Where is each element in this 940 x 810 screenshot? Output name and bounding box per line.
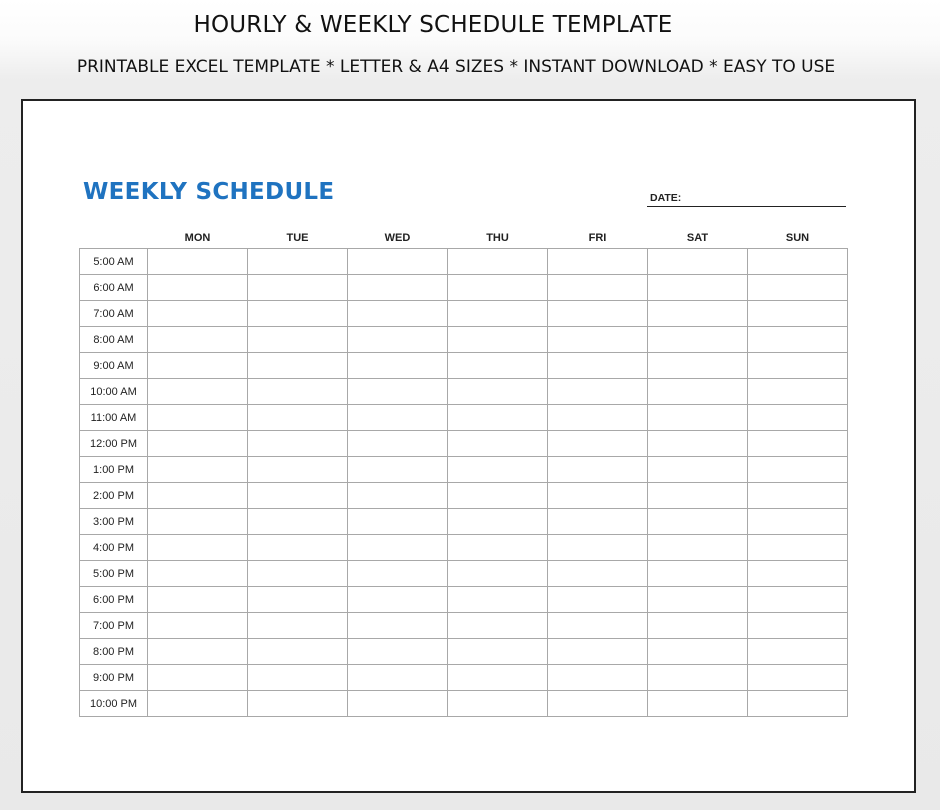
- schedule-cell[interactable]: [748, 613, 848, 639]
- schedule-cell[interactable]: [448, 483, 548, 509]
- schedule-cell[interactable]: [448, 431, 548, 457]
- time-label: 3:00 PM: [80, 509, 148, 535]
- time-label: 2:00 PM: [80, 483, 148, 509]
- schedule-cell[interactable]: [348, 431, 448, 457]
- schedule-cell[interactable]: [748, 691, 848, 717]
- table-row: [80, 509, 848, 535]
- schedule-cell[interactable]: [348, 509, 448, 535]
- time-label: 9:00 AM: [80, 353, 148, 379]
- schedule-cell[interactable]: [248, 249, 348, 275]
- time-label: 7:00 AM: [80, 301, 148, 327]
- schedule-cell[interactable]: [748, 483, 848, 509]
- schedule-cell[interactable]: [748, 561, 848, 587]
- schedule-cell[interactable]: [248, 379, 348, 405]
- table-row: [80, 691, 848, 717]
- table-row: [80, 483, 848, 509]
- schedule-cell[interactable]: [548, 249, 648, 275]
- schedule-cell[interactable]: [148, 431, 248, 457]
- schedule-cell[interactable]: [648, 509, 748, 535]
- time-label: 6:00 AM: [80, 275, 148, 301]
- schedule-cell[interactable]: [648, 301, 748, 327]
- day-header: TUE: [286, 231, 309, 244]
- schedule-cell[interactable]: [548, 275, 648, 301]
- schedule-cell[interactable]: [448, 457, 548, 483]
- schedule-cell[interactable]: [748, 353, 848, 379]
- schedule-cell[interactable]: [348, 483, 448, 509]
- day-header: SAT: [686, 231, 709, 244]
- schedule-cell[interactable]: [748, 379, 848, 405]
- schedule-cell[interactable]: [548, 509, 648, 535]
- schedule-cell[interactable]: [248, 691, 348, 717]
- schedule-cell[interactable]: [648, 249, 748, 275]
- time-label: 8:00 PM: [80, 639, 148, 665]
- schedule-cell[interactable]: [148, 249, 248, 275]
- banner-subtitle: PRINTABLE EXCEL TEMPLATE * LETTER & A4 SIZES * INSTANT DOWNLOAD * EASY TO USE: [76, 57, 836, 77]
- schedule-cell[interactable]: [648, 587, 748, 613]
- schedule-cell[interactable]: [248, 301, 348, 327]
- schedule-cell[interactable]: [248, 509, 348, 535]
- schedule-cell[interactable]: [348, 561, 448, 587]
- day-header: FRI: [588, 231, 607, 244]
- schedule-cell[interactable]: [648, 639, 748, 665]
- schedule-cell[interactable]: [648, 613, 748, 639]
- schedule-cell[interactable]: [548, 665, 648, 691]
- table-row: [80, 249, 848, 275]
- schedule-cell[interactable]: [148, 587, 248, 613]
- schedule-cell[interactable]: [448, 613, 548, 639]
- schedule-cell[interactable]: [648, 327, 748, 353]
- schedule-cell[interactable]: [148, 613, 248, 639]
- table-row: [80, 405, 848, 431]
- schedule-cell[interactable]: [448, 249, 548, 275]
- time-label: 9:00 PM: [80, 665, 148, 691]
- schedule-cell[interactable]: [348, 457, 448, 483]
- time-label: 4:00 PM: [80, 535, 148, 561]
- banner-title: HOURLY & WEEKLY SCHEDULE TEMPLATE: [193, 12, 673, 38]
- schedule-cell[interactable]: [748, 405, 848, 431]
- schedule-cell[interactable]: [148, 327, 248, 353]
- schedule-cell[interactable]: [448, 691, 548, 717]
- schedule-cell[interactable]: [548, 535, 648, 561]
- time-label: 6:00 PM: [80, 587, 148, 613]
- schedule-cell[interactable]: [148, 301, 248, 327]
- schedule-cell[interactable]: [548, 613, 648, 639]
- schedule-cell[interactable]: [548, 561, 648, 587]
- time-label: 1:00 PM: [80, 457, 148, 483]
- schedule-cell[interactable]: [148, 691, 248, 717]
- schedule-cell[interactable]: [448, 275, 548, 301]
- schedule-cell[interactable]: [548, 301, 648, 327]
- time-label: 7:00 PM: [80, 613, 148, 639]
- day-header: THU: [486, 231, 509, 244]
- schedule-cell[interactable]: [448, 561, 548, 587]
- schedule-cell[interactable]: [748, 665, 848, 691]
- schedule-cell[interactable]: [548, 587, 648, 613]
- schedule-cell[interactable]: [348, 379, 448, 405]
- schedule-cell[interactable]: [548, 379, 648, 405]
- schedule-cell[interactable]: [248, 275, 348, 301]
- schedule-cell[interactable]: [548, 405, 648, 431]
- day-header-row: [80, 227, 848, 249]
- schedule-cell[interactable]: [648, 275, 748, 301]
- schedule-cell[interactable]: [648, 561, 748, 587]
- schedule-cell[interactable]: [148, 353, 248, 379]
- date-label: DATE:: [650, 192, 682, 204]
- table-row: [80, 301, 848, 327]
- schedule-cell[interactable]: [648, 379, 748, 405]
- schedule-cell[interactable]: [348, 639, 448, 665]
- schedule-cell[interactable]: [348, 327, 448, 353]
- day-header: MON: [184, 231, 211, 244]
- schedule-cell[interactable]: [548, 483, 648, 509]
- schedule-cell[interactable]: [248, 353, 348, 379]
- schedule-cell[interactable]: [448, 327, 548, 353]
- day-header: SUN: [785, 231, 810, 244]
- time-label: 11:00 AM: [80, 405, 148, 431]
- schedule-cell[interactable]: [648, 353, 748, 379]
- schedule-cell[interactable]: [148, 665, 248, 691]
- schedule-cell[interactable]: [748, 587, 848, 613]
- schedule-cell[interactable]: [748, 301, 848, 327]
- schedule-cell[interactable]: [348, 353, 448, 379]
- schedule-cell[interactable]: [248, 613, 348, 639]
- schedule-cell[interactable]: [148, 275, 248, 301]
- table-row: [80, 639, 848, 665]
- schedule-cell[interactable]: [548, 353, 648, 379]
- schedule-cell[interactable]: [448, 535, 548, 561]
- schedule-cell[interactable]: [748, 535, 848, 561]
- schedule-cell[interactable]: [548, 327, 648, 353]
- schedule-cell[interactable]: [548, 431, 648, 457]
- schedule-cell[interactable]: [448, 587, 548, 613]
- schedule-cell[interactable]: [748, 457, 848, 483]
- schedule-cell[interactable]: [548, 691, 648, 717]
- table-row: [80, 587, 848, 613]
- schedule-cell[interactable]: [148, 509, 248, 535]
- schedule-cell[interactable]: [548, 639, 648, 665]
- schedule-cell[interactable]: [148, 379, 248, 405]
- schedule-cell[interactable]: [748, 275, 848, 301]
- schedule-cell[interactable]: [248, 535, 348, 561]
- schedule-table: [79, 227, 848, 717]
- day-header: WED: [384, 231, 411, 244]
- schedule-cell[interactable]: [248, 431, 348, 457]
- schedule-sheet: [21, 99, 916, 793]
- schedule-cell[interactable]: [248, 665, 348, 691]
- date-field[interactable]: [647, 190, 846, 207]
- schedule-cell[interactable]: [248, 483, 348, 509]
- schedule-cell[interactable]: [248, 457, 348, 483]
- schedule-cell[interactable]: [348, 405, 448, 431]
- schedule-cell[interactable]: [448, 665, 548, 691]
- schedule-cell[interactable]: [448, 301, 548, 327]
- schedule-cell[interactable]: [348, 275, 448, 301]
- time-label: 5:00 PM: [80, 561, 148, 587]
- schedule-cell[interactable]: [448, 639, 548, 665]
- schedule-cell[interactable]: [348, 249, 448, 275]
- schedule-cell[interactable]: [148, 535, 248, 561]
- schedule-cell[interactable]: [648, 457, 748, 483]
- schedule-cell[interactable]: [248, 639, 348, 665]
- schedule-cell[interactable]: [348, 535, 448, 561]
- schedule-body: [80, 249, 848, 717]
- schedule-cell[interactable]: [148, 483, 248, 509]
- schedule-cell[interactable]: [348, 587, 448, 613]
- schedule-cell[interactable]: [648, 483, 748, 509]
- schedule-cell[interactable]: [448, 379, 548, 405]
- schedule-cell[interactable]: [348, 613, 448, 639]
- table-row: [80, 535, 848, 561]
- table-row: [80, 665, 848, 691]
- time-label: 5:00 AM: [80, 249, 148, 275]
- table-row: [80, 457, 848, 483]
- schedule-cell[interactable]: [148, 405, 248, 431]
- schedule-cell[interactable]: [748, 249, 848, 275]
- schedule-cell[interactable]: [348, 691, 448, 717]
- schedule-cell[interactable]: [748, 639, 848, 665]
- schedule-cell[interactable]: [348, 301, 448, 327]
- schedule-cell[interactable]: [648, 535, 748, 561]
- time-label: 12:00 PM: [80, 431, 148, 457]
- corner-header: [80, 227, 148, 249]
- schedule-cell[interactable]: [648, 691, 748, 717]
- schedule-cell[interactable]: [148, 639, 248, 665]
- schedule-cell[interactable]: [748, 431, 848, 457]
- sheet-title: WEEKLY SCHEDULE: [83, 179, 335, 205]
- schedule-cell[interactable]: [348, 665, 448, 691]
- schedule-cell[interactable]: [148, 561, 248, 587]
- schedule-cell[interactable]: [248, 327, 348, 353]
- time-label: 8:00 AM: [80, 327, 148, 353]
- table-row: [80, 275, 848, 301]
- schedule-cell[interactable]: [448, 405, 548, 431]
- table-row: [80, 379, 848, 405]
- schedule-cell[interactable]: [548, 457, 648, 483]
- time-label: 10:00 AM: [80, 379, 148, 405]
- schedule-cell[interactable]: [248, 561, 348, 587]
- schedule-cell[interactable]: [748, 327, 848, 353]
- schedule-cell[interactable]: [648, 665, 748, 691]
- table-row: [80, 353, 848, 379]
- table-row: [80, 327, 848, 353]
- schedule-cell[interactable]: [448, 353, 548, 379]
- schedule-cell[interactable]: [648, 405, 748, 431]
- schedule-cell[interactable]: [748, 509, 848, 535]
- schedule-cell[interactable]: [648, 431, 748, 457]
- table-row: [80, 613, 848, 639]
- schedule-cell[interactable]: [448, 509, 548, 535]
- schedule-cell[interactable]: [248, 587, 348, 613]
- schedule-cell[interactable]: [248, 405, 348, 431]
- table-row: [80, 561, 848, 587]
- time-label: 10:00 PM: [80, 691, 148, 717]
- schedule-cell[interactable]: [148, 457, 248, 483]
- table-row: [80, 431, 848, 457]
